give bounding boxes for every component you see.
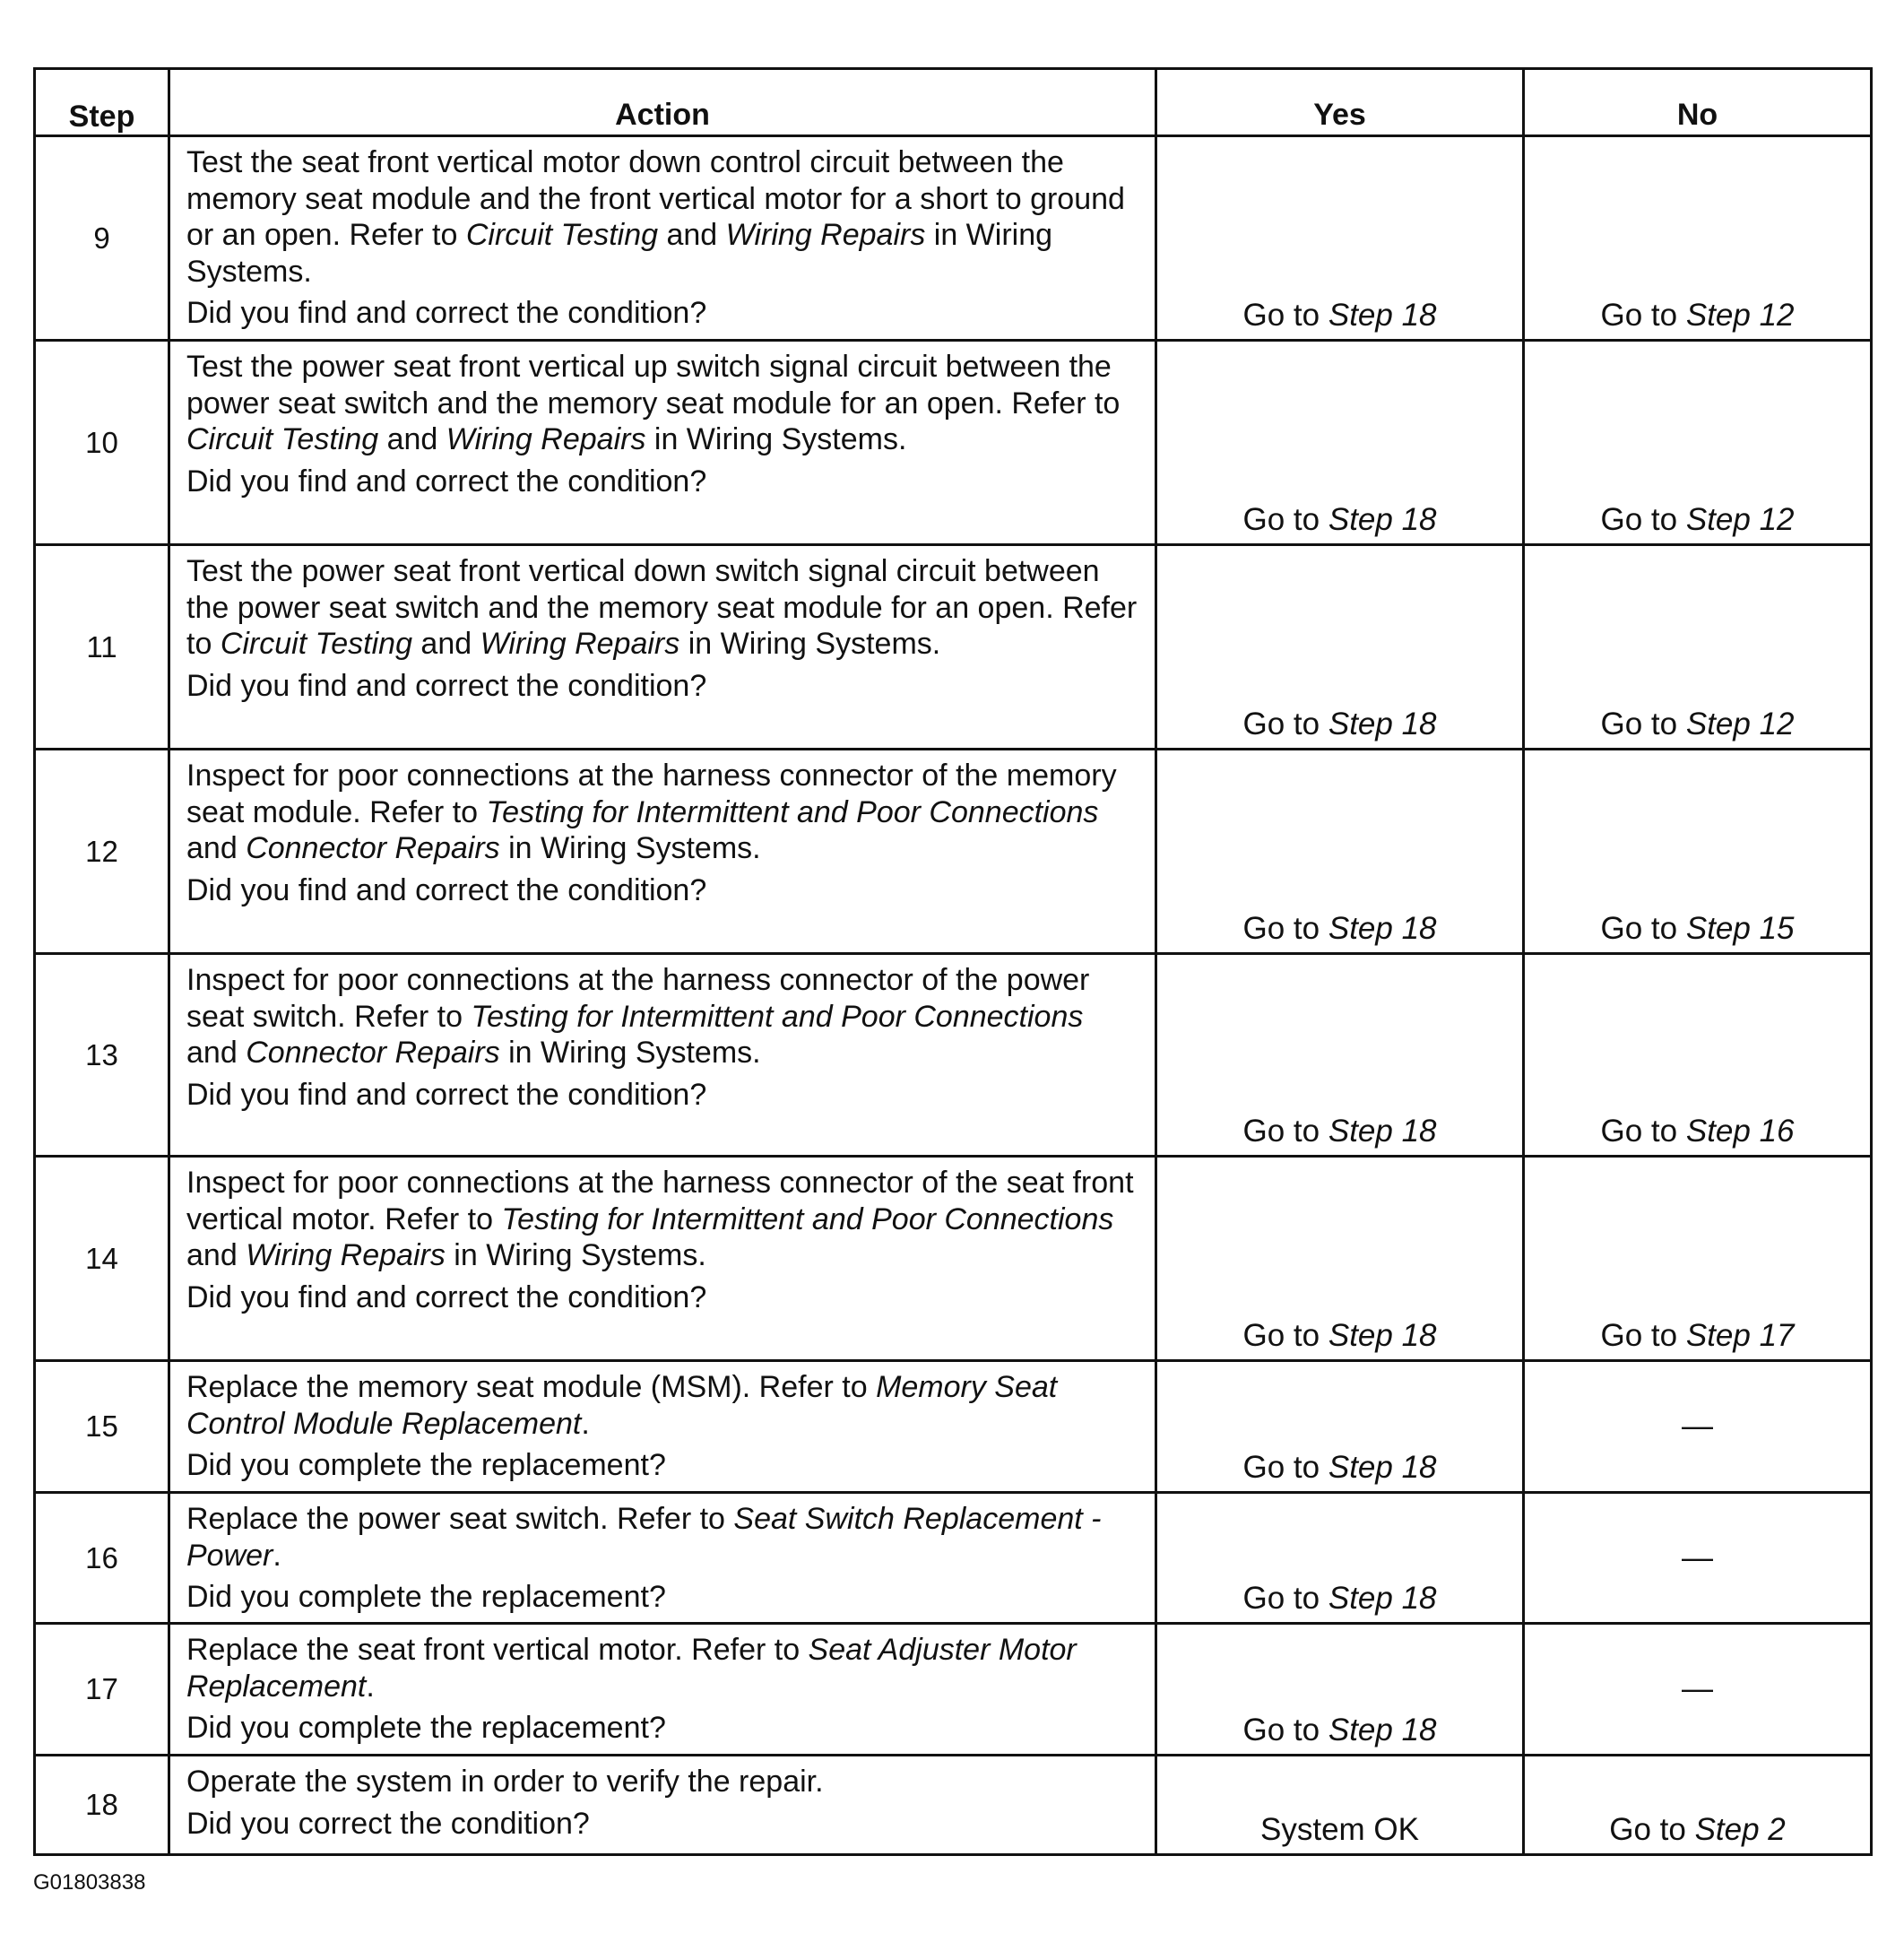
step-reference: Step 18 <box>1328 1318 1437 1353</box>
reference-link-text: Testing for Intermittent and Poor Connections <box>486 794 1099 829</box>
action-text <box>186 553 1138 663</box>
step-reference: Step 18 <box>1328 1581 1437 1616</box>
action-text <box>186 1369 1138 1442</box>
action-question: Did you complete the replacement? <box>186 1448 666 1482</box>
action-text-part: Test the seat front vertical motor down control circuit between the memory seat module and the front vertical motor for a short to ground or an open. Refer to <box>186 145 1125 252</box>
go-to-label: Go to <box>1600 502 1678 537</box>
action-text <box>186 1501 1138 1574</box>
table-row <box>35 545 1872 750</box>
go-to-label: Go to <box>1242 1318 1320 1353</box>
reference-link-text: Circuit Testing <box>465 218 659 252</box>
action-cell <box>169 1624 1156 1756</box>
go-to-label: Go to <box>1242 1114 1320 1149</box>
action-text <box>186 144 1138 290</box>
header-no: No <box>1524 69 1872 136</box>
table-row <box>35 1361 1872 1493</box>
go-to-label: Go to <box>1242 298 1320 333</box>
action-question: Did you find and correct the condition? <box>186 296 707 330</box>
go-to-label: Go to <box>1242 707 1320 742</box>
action-text-part: and <box>186 1036 247 1070</box>
action-cell <box>169 750 1156 954</box>
no-cell <box>1524 341 1872 545</box>
action-text-part: and <box>186 831 247 865</box>
step-number: 17 <box>35 1624 169 1756</box>
figure-id: G01803838 <box>33 1870 146 1895</box>
header-row <box>35 69 1872 136</box>
reference-link-text: Testing for Intermittent and Poor Connections <box>501 1201 1114 1236</box>
reference-link-text: Wiring Repairs <box>446 422 646 456</box>
action-text-part: and <box>378 422 446 456</box>
action-text <box>186 1165 1138 1274</box>
step-reference: Step 2 <box>1694 1812 1786 1847</box>
go-to-label: Go to <box>1242 502 1320 537</box>
yes-cell <box>1156 954 1524 1157</box>
action-question: Did you correct the condition? <box>186 1806 590 1841</box>
step-number: 18 <box>35 1756 169 1855</box>
action-text-part: Operate the system in order to verify the repair. <box>186 1765 824 1799</box>
table-row <box>35 1157 1872 1361</box>
action-text <box>186 758 1138 867</box>
go-to-label: Go to <box>1242 1450 1320 1485</box>
action-text-part: Replace the seat front vertical motor. Refer to <box>186 1633 809 1667</box>
step-number: 13 <box>35 954 169 1157</box>
action-text-part: in Wiring Systems. <box>679 627 941 661</box>
action-cell <box>169 136 1156 341</box>
table-row <box>35 1624 1872 1756</box>
no-result-dash: — <box>1682 1671 1713 1706</box>
action-text-part: in Wiring Systems. <box>499 831 761 865</box>
no-cell <box>1524 545 1872 750</box>
reference-link-text: Seat Switch Replacement - Power <box>186 1502 1102 1573</box>
action-question: Did you complete the replacement? <box>186 1711 666 1745</box>
action-cell <box>169 954 1156 1157</box>
no-cell <box>1524 1361 1872 1493</box>
action-text <box>186 349 1138 458</box>
yes-cell <box>1156 1624 1524 1756</box>
action-text-part: and <box>186 1238 247 1272</box>
go-to-label: Go to <box>1242 1581 1320 1616</box>
yes-cell <box>1156 545 1524 750</box>
action-question: Did you find and correct the condition? <box>186 668 707 703</box>
action-cell <box>169 341 1156 545</box>
step-reference: Step 18 <box>1328 502 1437 537</box>
reference-link-text: Seat Adjuster Motor Replacement <box>186 1633 1077 1704</box>
go-to-label: Go to <box>1242 911 1320 946</box>
no-cell <box>1524 1624 1872 1756</box>
no-cell <box>1524 954 1872 1157</box>
action-question: Did you find and correct the condition? <box>186 872 707 907</box>
step-reference: Step 17 <box>1685 1318 1795 1353</box>
action-cell <box>169 1493 1156 1624</box>
table-row <box>35 750 1872 954</box>
action-text-part: and <box>411 627 480 661</box>
step-reference: Step 18 <box>1328 1713 1437 1748</box>
action-question: Did you find and correct the condition? <box>186 464 707 499</box>
reference-link-text: Connector Repairs <box>246 831 500 865</box>
step-number: 10 <box>35 341 169 545</box>
action-text-part: in Wiring Systems. <box>445 1238 706 1272</box>
action-text-part: in Wiring Systems. <box>186 218 1053 289</box>
action-text-part: . <box>581 1406 590 1441</box>
action-text-part: Test the power seat front vertical up switch signal circuit between the power seat switch and the memory seat module for an open. Refer to <box>186 350 1121 421</box>
go-to-label: Go to <box>1600 1114 1678 1149</box>
no-cell <box>1524 1157 1872 1361</box>
go-to-label: Go to <box>1600 298 1678 333</box>
table-body <box>35 136 1872 1855</box>
step-reference: Step 15 <box>1685 911 1795 946</box>
yes-cell <box>1156 341 1524 545</box>
yes-cell <box>1156 136 1524 341</box>
reference-link-text: Connector Repairs <box>246 1036 500 1070</box>
action-text <box>186 1764 1138 1800</box>
action-text-part: Replace the power seat switch. Refer to <box>186 1502 734 1536</box>
no-cell <box>1524 750 1872 954</box>
header-yes: Yes <box>1156 69 1524 136</box>
step-number: 14 <box>35 1157 169 1361</box>
step-number: 12 <box>35 750 169 954</box>
action-text-part: Replace the memory seat module (MSM). Refer to <box>186 1370 877 1404</box>
action-text-part: Inspect for poor connections at the harness connector of the power seat switch. Refer to <box>186 963 1090 1034</box>
step-reference: Step 18 <box>1328 1450 1437 1485</box>
no-result-dash: — <box>1682 1539 1713 1575</box>
go-to-label: Go to <box>1609 1812 1686 1847</box>
step-reference: Step 12 <box>1685 298 1795 333</box>
table-row <box>35 136 1872 341</box>
step-reference: Step 18 <box>1328 298 1437 333</box>
step-number: 9 <box>35 136 169 341</box>
step-reference: Step 16 <box>1685 1114 1795 1149</box>
yes-cell <box>1156 1361 1524 1493</box>
yes-cell <box>1156 1157 1524 1361</box>
header-action: Action <box>169 69 1156 136</box>
action-cell <box>169 1157 1156 1361</box>
step-number: 16 <box>35 1493 169 1624</box>
action-text-part: Inspect for poor connections at the harness connector of the memory seat module. Refer to <box>186 759 1117 829</box>
action-text-part: and <box>658 218 726 252</box>
yes-cell <box>1156 750 1524 954</box>
reference-link-text: Wiring Repairs <box>725 218 926 252</box>
no-cell <box>1524 1493 1872 1624</box>
step-reference: Step 12 <box>1685 707 1795 742</box>
go-to-label: Go to <box>1242 1713 1320 1748</box>
yes-cell <box>1156 1756 1524 1855</box>
table-row <box>35 1756 1872 1855</box>
no-cell <box>1524 136 1872 341</box>
go-to-label: Go to <box>1600 911 1678 946</box>
action-text-part: Inspect for poor connections at the harness connector of the seat front vertical motor. Refer to <box>186 1166 1134 1236</box>
action-text <box>186 1632 1138 1704</box>
go-to-label: Go to <box>1600 707 1678 742</box>
action-question: Did you find and correct the condition? <box>186 1279 707 1314</box>
action-text <box>186 962 1138 1071</box>
action-text-part: in Wiring Systems. <box>499 1036 761 1070</box>
step-reference: Step 18 <box>1328 707 1437 742</box>
action-question: Did you complete the replacement? <box>186 1580 666 1614</box>
step-number: 15 <box>35 1361 169 1493</box>
table-row <box>35 341 1872 545</box>
yes-cell <box>1156 1493 1524 1624</box>
reference-link-text: Memory Seat Control Module Replacement <box>186 1370 1058 1441</box>
step-number: 11 <box>35 545 169 750</box>
reference-link-text: Circuit Testing <box>220 627 412 661</box>
no-cell <box>1524 1756 1872 1855</box>
reference-link-text: Wiring Repairs <box>246 1238 446 1272</box>
no-result-dash: — <box>1682 1409 1713 1444</box>
action-question: Did you find and correct the condition? <box>186 1077 707 1112</box>
reference-link-text: Wiring Repairs <box>480 627 680 661</box>
result-text: System OK <box>1260 1812 1419 1847</box>
action-text-part: . <box>366 1669 375 1704</box>
header-step: Step <box>35 69 169 136</box>
diagnostic-table <box>33 67 1873 1856</box>
step-reference: Step 12 <box>1685 502 1795 537</box>
reference-link-text: Testing for Intermittent and Poor Connections <box>471 999 1084 1034</box>
table-row <box>35 1493 1872 1624</box>
table-row <box>35 954 1872 1157</box>
action-text-part: Test the power seat front vertical down switch signal circuit between the power seat switch and the memory seat module for an open. Refer to <box>186 554 1138 661</box>
action-cell <box>169 1361 1156 1493</box>
reference-link-text: Circuit Testing <box>186 422 379 456</box>
action-cell <box>169 1756 1156 1855</box>
action-text-part: . <box>273 1538 281 1573</box>
step-reference: Step 18 <box>1328 1114 1437 1149</box>
action-cell <box>169 545 1156 750</box>
action-text-part: in Wiring Systems. <box>645 422 907 456</box>
go-to-label: Go to <box>1600 1318 1678 1353</box>
step-reference: Step 18 <box>1328 911 1437 946</box>
